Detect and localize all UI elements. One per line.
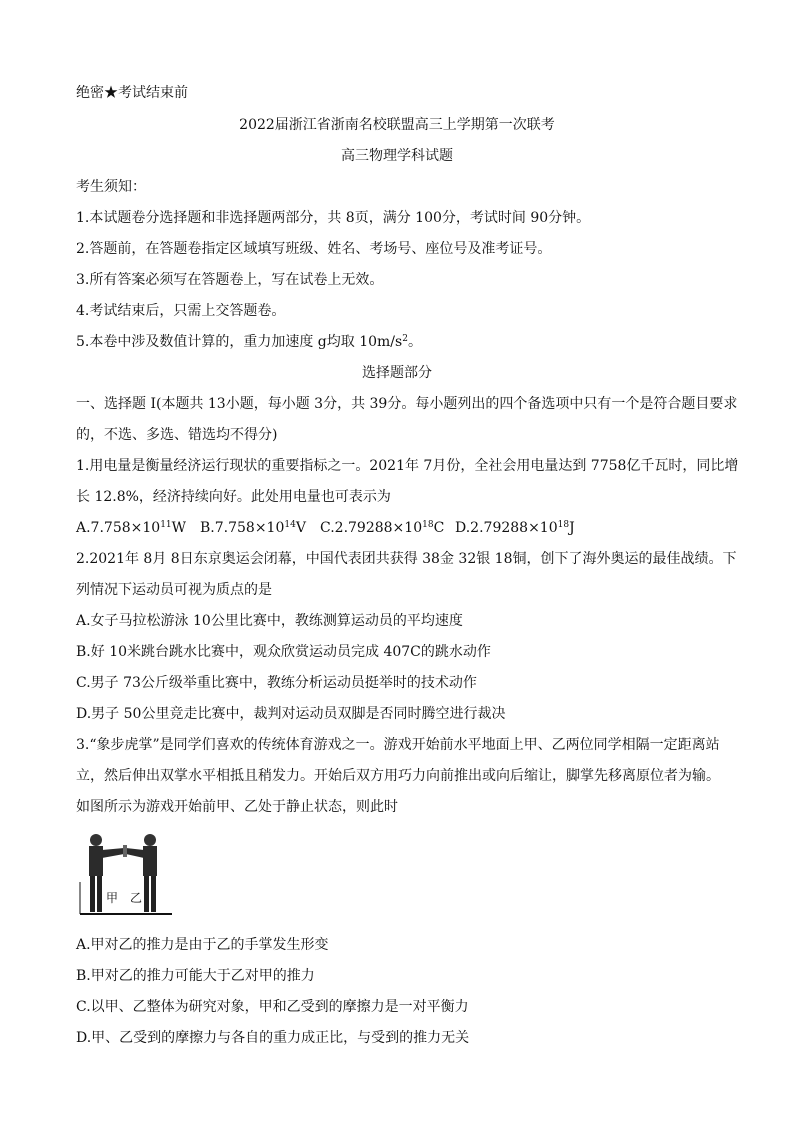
question-3-stem: 3.“象步虎掌”是同学们喜欢的传统体育游戏之一。游戏开始前水平地面上甲、乙两位同学相隔一定距离站 xyxy=(76,737,720,753)
q1-option-a: $A.7.758\times 10^{11}W$ xyxy=(76,520,187,536)
q1-option-b: $B.7.758\times 10^{14}V$ xyxy=(200,520,306,536)
q1-option-d: $D.2.79288\times 10^{18}J$ xyxy=(455,520,575,536)
q1-option-c: $C.2.79288\times 10^{18}C$ xyxy=(320,520,445,536)
question-1-stem: 长 12.8%，经济持续向好。此处用电量也可表示为 xyxy=(76,489,391,505)
q2-option-d: D.男子 50公里竞走比赛中，裁判对运动员双脚是否同时腾空进行裁决 xyxy=(76,706,506,722)
section-intro: 一、选择题 I(本题共 13小题，每小题 3分，共 39分。每小题列出的四个备选项中只有一个是符合题目要求 xyxy=(76,396,738,412)
notice-item-gravity: 5.本卷中涉及数值计算的，重力加速度 g均取 $10m/s^2$。 xyxy=(76,334,422,350)
q2-option-b: B.好 10米跳台跳水比赛中，观众欣赏运动员完成 407C的跳水动作 xyxy=(76,644,491,660)
confidential-label: 绝密★考试结束前 xyxy=(76,85,188,101)
notice-item: 3.所有答案必须写在答题卷上，写在试卷上无效。 xyxy=(76,272,384,288)
notice-item: 2.答题前，在答题卷指定区域填写班级、姓名、考场号、座位号及准考证号。 xyxy=(76,241,552,257)
q2-option-a: A.女子马拉松游泳 10公里比赛中，教练测算运动员的平均速度 xyxy=(76,613,463,629)
q3-option-a: A.甲对乙的推力是由于乙的手掌发生形变 xyxy=(76,937,329,953)
exam-title: 2022届浙江省浙南名校联盟高三上学期第一次联考 xyxy=(239,117,555,133)
question-3-stem: 如图所示为游戏开始前甲、乙处于静止状态，则此时 xyxy=(76,799,398,815)
label-yi: 乙 xyxy=(130,891,143,905)
pushing-palms-figure xyxy=(76,828,176,920)
notice-item: 4.考试结束后，只需上交答题卷。 xyxy=(76,303,286,319)
section-title: 选择题部分 xyxy=(362,365,432,381)
subject-title: 高三物理学科试题 xyxy=(341,148,453,164)
q3-option-b: B.甲对乙的推力可能大于乙对甲的推力 xyxy=(76,968,315,984)
question-2-stem: 2.2021年 8月 8日东京奥运会闭幕，中国代表团共获得 38金 32银 18铜，创下了海外奥运的最佳战绩。下 xyxy=(76,551,737,567)
label-jia: 甲 xyxy=(106,891,119,905)
section-intro: 的，不选、多选、错选均不得分) xyxy=(76,427,278,443)
notice-heading: 考生须知： xyxy=(76,179,146,195)
q3-option-c: C.以甲、乙整体为研究对象，甲和乙受到的摩擦力是一对平衡力 xyxy=(76,999,469,1015)
notice-item: 1.本试题卷分选择题和非选择题两部分，共 8页，满分 100分，考试时间 90分钟。 xyxy=(76,210,591,226)
question-2-stem: 列情况下运动员可视为质点的是 xyxy=(76,582,272,598)
q2-option-c: C.男子 73公斤级举重比赛中，教练分析运动员挺举时的技术动作 xyxy=(76,675,477,691)
question-3-stem: 立，然后伸出双掌水平相抵且稍发力。开始后双方用巧力向前推出或向后缩让，脚掌先移离原位者为输。 xyxy=(76,768,720,784)
q3-option-d: D.甲、乙受到的摩擦力与各自的重力成正比，与受到的推力无关 xyxy=(76,1030,470,1046)
palms-contact xyxy=(123,845,127,857)
question-1-stem: 1.用电量是衡量经济运行现状的重要指标之一。2021年 7月份，全社会用电量达到 7758亿千瓦时，同比增 xyxy=(76,458,739,474)
